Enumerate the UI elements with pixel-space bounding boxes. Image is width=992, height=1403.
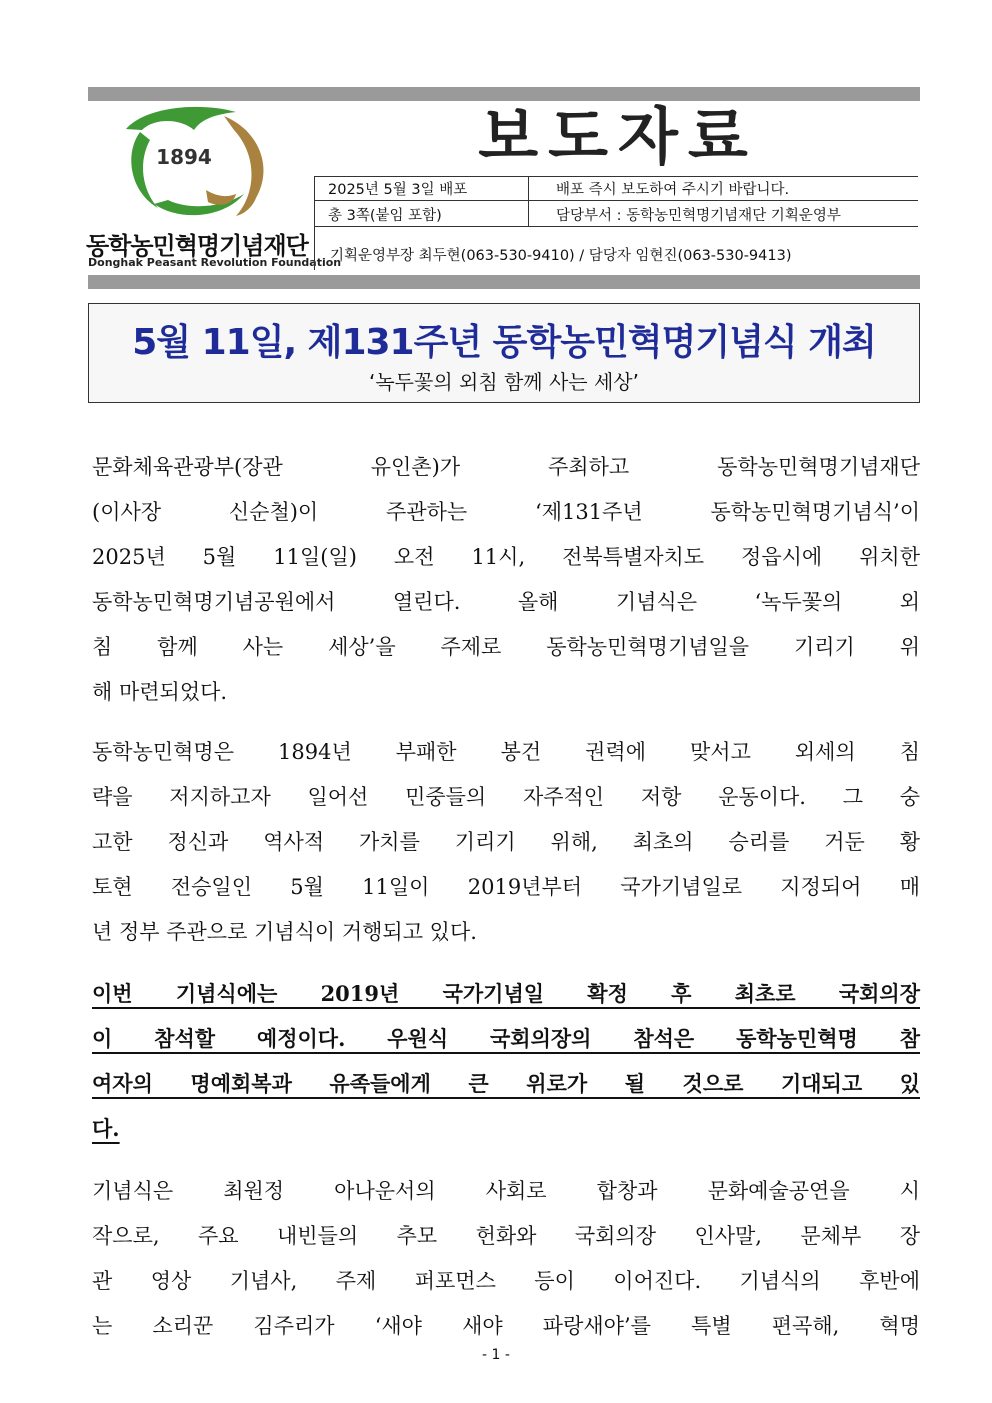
header-column-divider — [528, 176, 529, 226]
body-line: 고한 정신과 역사적 가치를 기리기 위해, 최초의 승리를 거둔 황 — [92, 830, 920, 854]
release-date: 2025년 5월 3일 배포 — [328, 182, 468, 198]
bottom-divider-bar — [88, 275, 920, 289]
body-line: 기념식은 최원정 아나운서의 사회로 합창과 문화예술공연을 시 — [92, 1179, 920, 1203]
page-count: 총 3쪽(붙임 포함) — [328, 208, 442, 224]
headline-box — [88, 303, 920, 403]
body-line: 는 소리꾼 김주리가 ‘새야 새야 파랑새야’를 특별 편곡해, 혁명 — [92, 1314, 920, 1338]
body-line: 년 정부 주관으로 기념식이 거행되고 있다. — [92, 920, 477, 944]
body-line-emphasis: 여자의 명예회복과 유족들에게 큰 위로가 될 것으로 기대되고 있 — [92, 1071, 920, 1096]
body-line-emphasis: 이 참석할 예정이다. 우원식 국회의장의 참석은 동학농민혁명 참 — [92, 1026, 920, 1051]
body-line: 략을 저지하고자 일어선 민중들의 자주적인 저항 운동이다. 그 숭 — [92, 785, 920, 809]
body-line: 동학농민혁명은 1894년 부패한 봉건 권력에 맞서고 외세의 침 — [92, 740, 920, 764]
body-line: 2025년 5월 11일(일) 오전 11시, 전북특별자치도 정읍시에 위치한 — [92, 545, 920, 569]
body-line-emphasis: 이번 기념식에는 2019년 국가기념일 확정 후 최초로 국회의장 — [92, 981, 920, 1006]
header-rule — [314, 226, 918, 227]
press-release-title: 보도자료 — [478, 100, 758, 173]
logo-year: 1894 — [156, 145, 212, 169]
department: 담당부서 : 동학농민혁명기념재단 기획운영부 — [556, 208, 841, 224]
page-number: - 1 - — [482, 1347, 510, 1363]
body-line: 문화체육관광부(장관 유인촌)가 주최하고 동학농민혁명기념재단 — [92, 455, 920, 479]
body-line: 해 마련되었다. — [92, 680, 228, 704]
header-rule — [314, 176, 918, 177]
body-line: 작으로, 주요 내빈들의 추모 헌화와 국회의장 인사말, 문체부 장 — [92, 1224, 920, 1248]
contact-info: 기획운영부장 최두현(063-530-9410) / 담당자 임현진(063-530-9413) — [330, 248, 792, 264]
release-note: 배포 즉시 보도하여 주시기 바랍니다. — [556, 182, 790, 198]
body-line: (이사장 신순철)이 주관하는 ‘제131주년 동학농민혁명기념식’이 — [92, 500, 920, 524]
foundation-logo — [86, 104, 342, 272]
logo-emblem-icon — [106, 104, 286, 222]
logo-name-english: Donghak Peasant Revolution Foundation — [88, 256, 342, 269]
headline-title: 5월 11일, 제131주년 동학농민혁명기념식 개최 — [132, 322, 876, 363]
body-line: 동학농민혁명기념공원에서 열린다. 올해 기념식은 ‘녹두꽃의 외 — [92, 590, 920, 614]
headline-subtitle: ‘녹두꽃의 외침 함께 사는 세상’ — [369, 370, 639, 394]
top-divider-bar — [88, 87, 920, 101]
header-rule — [314, 200, 918, 201]
body-line: 침 함께 사는 세상’을 주제로 동학농민혁명기념일을 기리기 위 — [92, 635, 920, 659]
logo-name-korean: 동학농민혁명기념재단 — [86, 232, 308, 260]
body-line: 토현 전승일인 5월 11일이 2019년부터 국가기념일로 지정되어 매 — [92, 875, 920, 899]
header-left-border — [314, 176, 315, 270]
body-line: 관 영상 기념사, 주제 퍼포먼스 등이 이어진다. 기념식의 후반에 — [92, 1269, 920, 1293]
body-line-emphasis: 다. — [92, 1116, 120, 1141]
